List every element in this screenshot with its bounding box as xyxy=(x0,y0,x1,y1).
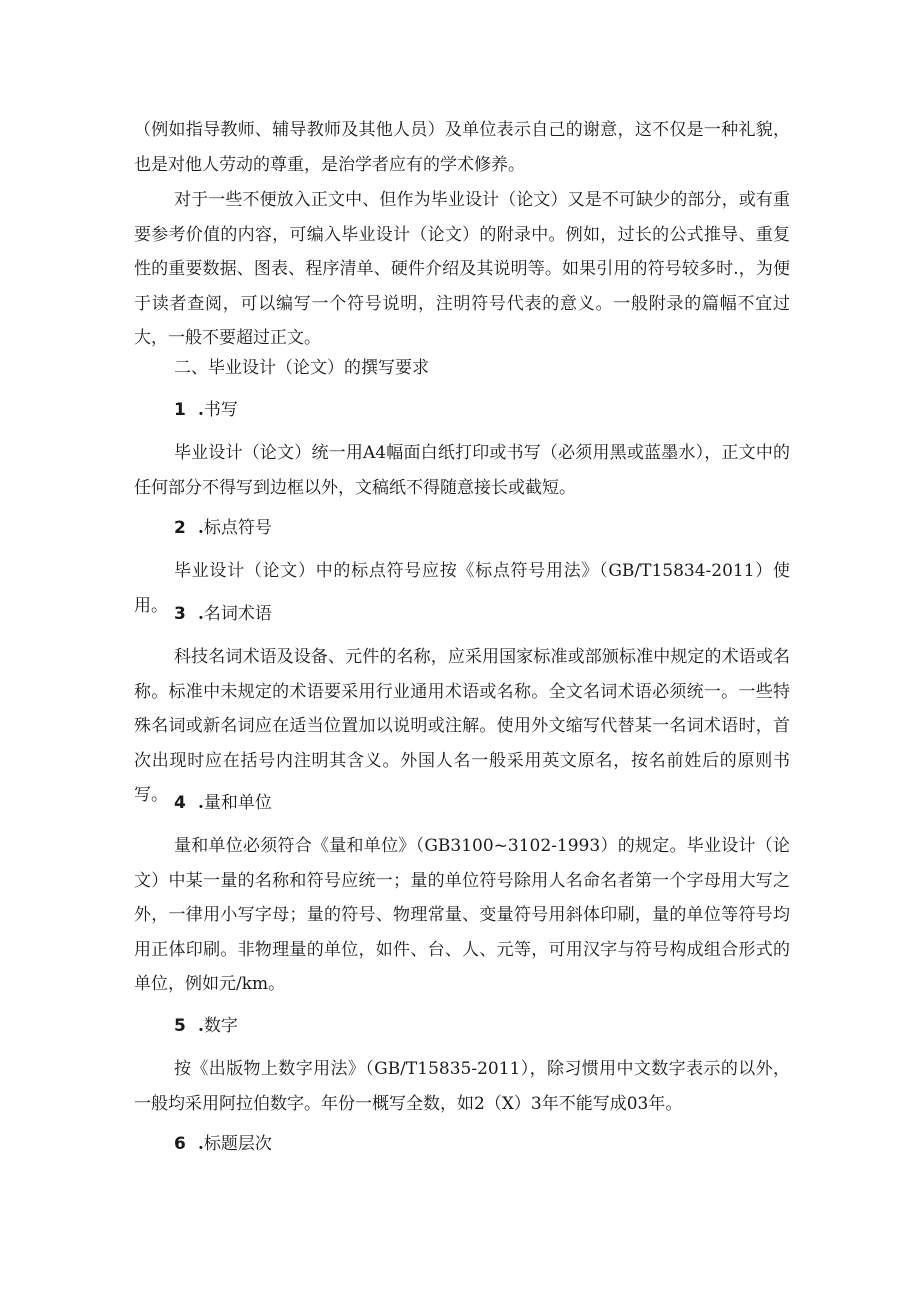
paragraph-writing: 毕业设计（论文）统一用A4幅面白纸打印或书写（必须用黑或蓝墨水），正文中的任何部分不得写到边框以外，文稿纸不得随意接长或截短。 xyxy=(134,443,790,498)
subheading-writing: 1 .书写 xyxy=(174,393,830,427)
subheading-title: 标题层次 xyxy=(203,1134,272,1154)
subheading-number: 4 xyxy=(174,793,186,813)
subheading-number: 2 xyxy=(174,518,186,538)
subheading-number: 3 xyxy=(174,604,186,624)
paragraph-acknowledgement-end: （例如指导教师、辅导教师及其他人员）及单位表示自己的谢意，这不仅是一种礼貌，也是对他人劳动的尊重，是治学者应有的学术修养。 xyxy=(134,120,790,175)
subheading-title: 标点符号 xyxy=(203,518,272,538)
subheading-number: 5 xyxy=(174,1016,186,1036)
paragraph-appendix: 对于一些不便放入正文中、但作为毕业设计（论文）又是不可缺少的部分，或有重要参考价值的内容，可编入毕业设计（论文）的附录中。例如，过长的公式推导、重复性的重要数据、图表、程序清单、硬件介绍及其说明等。如果引用的符号较多时.，为便于读者查阅，可以编写一个符号说明，注明符号代表的意义。一般附录的篇幅不宜过大，一般不要超过正文。 xyxy=(134,190,790,348)
subheading-title: 名词术语 xyxy=(203,604,272,624)
section-heading: 二、毕业设计（论文）的撰写要求 xyxy=(174,358,429,378)
subheading-title: 数字 xyxy=(203,1016,238,1036)
paragraph-numbers: 按《出版物上数字用法》（GB/T15835-2011），除习惯用中文数字表示的以外，一般均采用阿拉伯数字。年份一概写全数，如2（X）3年不能写成03年。 xyxy=(134,1059,790,1114)
subheading-number: 6 xyxy=(174,1134,186,1154)
subheading-punctuation: 2 .标点符号 xyxy=(174,511,830,545)
subheading-heading-levels: 6 .标题层次 xyxy=(174,1127,830,1161)
paragraph-punctuation: 毕业设计（论文）中的标点符号应按《标点符号用法》（GB/T15834-2011）使用。 xyxy=(134,561,790,616)
subheading-title: 书写 xyxy=(203,400,238,420)
paragraph-terminology: 科技名词术语及设备、元件的名称，应采用国家标准或部颁标准中规定的术语或名称。标准中未规定的术语要采用行业通用术语或名称。全文名词术语必须统一。一些特殊名词或新名词应在适当位置加以说明或注解。使用外文缩写代替某一名词术语时，首次出现时应在括号内注明其含义。外国人名一般采用英文原名，按名前姓后的原则书写。 xyxy=(134,647,790,805)
subheading-numbers: 5 .数字 xyxy=(174,1009,830,1043)
subheading-quantities-units: 4 .量和单位 xyxy=(174,786,830,820)
paragraph-quantities-units: 量和单位必须符合《量和单位》（GB3100~3102-1993）的规定。毕业设计（论文）中某一量的名称和符号应统一；量的单位符号除用人名命名者第一个字母用大写之外，一律用小写字母；量的符号、物理常量、变量符号用斜体印刷，量的单位等符号均用正体印刷。非物理量的单位，如件、台、人、元等，可用汉字与符号构成组合形式的单位，例如元/km。 xyxy=(134,836,790,994)
subheading-title: 量和单位 xyxy=(203,793,272,813)
subheading-terminology: 3 .名词术语 xyxy=(174,597,830,631)
subheading-number: 1 xyxy=(174,400,186,420)
